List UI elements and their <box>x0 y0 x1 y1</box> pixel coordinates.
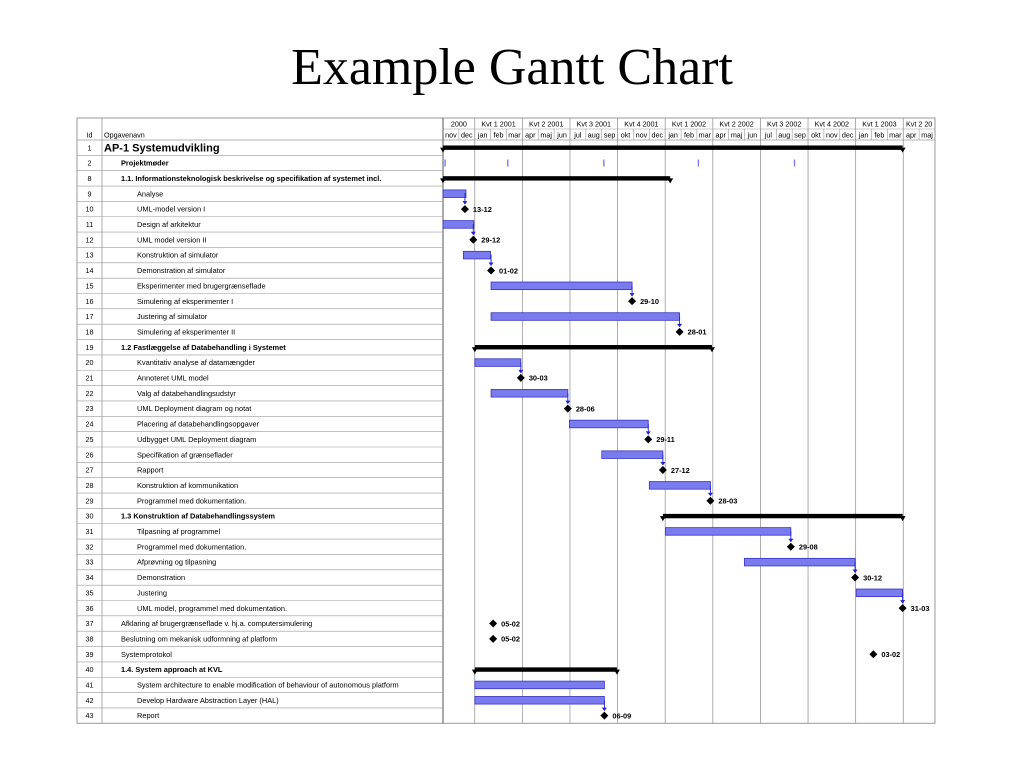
task-id: 42 <box>85 695 94 705</box>
month-label: mar <box>698 130 712 140</box>
task-id: 37 <box>85 619 94 629</box>
task-bar <box>463 251 490 259</box>
task-name: Beslutning om mekanisk udformning af platform <box>121 634 278 644</box>
task-id: 18 <box>85 327 94 337</box>
task-name: UML model version II <box>137 235 207 245</box>
quarter-label: Kvt 2 20 <box>905 119 933 129</box>
quarter-label: Kvt 1 2002 <box>671 119 707 129</box>
task-id: 34 <box>85 573 94 583</box>
task-bar <box>569 420 648 428</box>
task-id: 22 <box>85 388 94 398</box>
task-id: 10 <box>85 204 94 214</box>
task-name: Simulering af eksperimenter II <box>137 327 236 337</box>
month-label: okt <box>620 130 631 140</box>
task-name: System architecture to enable modification of behaviour of autonomous platform <box>137 680 399 690</box>
month-label: mar <box>889 130 902 140</box>
milestone-label: 01-02 <box>499 266 518 276</box>
milestone-label: 29-12 <box>481 235 501 245</box>
milestone-label: 28-03 <box>718 496 738 506</box>
task-name: Demonstration <box>137 573 186 583</box>
milestone-label: 30-03 <box>528 373 548 383</box>
task-name: UML model, programmel med dokumentation. <box>137 603 288 613</box>
month-label: nov <box>826 130 838 140</box>
task-name: UML-model version I <box>137 204 206 214</box>
task-bar <box>649 482 710 490</box>
task-name: Simulering af eksperimenter I <box>137 296 234 306</box>
task-id: 1 <box>87 143 92 153</box>
quarter-label: Kvt 3 2001 <box>576 119 611 129</box>
month-label: nov <box>445 130 457 140</box>
month-label: feb <box>493 130 504 140</box>
month-label: dec <box>841 130 854 140</box>
month-label: feb <box>684 130 694 140</box>
task-name: 1.4. System approach at KVL <box>121 665 223 675</box>
task-name: 1.2 Fastlæggelse af Databehandling i Systemet <box>121 342 286 352</box>
task-bar <box>443 190 466 198</box>
task-name: Udbygget UML Deployment diagram <box>137 434 257 444</box>
task-name: Specifikation af grænseflader <box>137 450 233 460</box>
month-label: jun <box>747 130 758 140</box>
quarter-label: Kvt 2 2002 <box>719 119 754 129</box>
task-id: 35 <box>85 588 94 598</box>
task-name: Demonstration af simulator <box>137 266 226 276</box>
task-bar <box>602 451 663 459</box>
summary-bar <box>475 345 712 349</box>
task-id: 41 <box>85 680 94 690</box>
task-name: Afklaring af brugergrænseflade v. hj.a. computersimulering <box>121 619 313 629</box>
task-bar <box>475 681 605 689</box>
summary-bar <box>443 176 670 180</box>
month-label: dec <box>651 130 664 140</box>
task-name: Valg af databehandlingsudstyr <box>137 388 236 398</box>
month-label: aug <box>587 130 600 140</box>
milestone-label: 05-02 <box>501 619 521 629</box>
month-label: jan <box>668 130 678 140</box>
task-id: 25 <box>85 434 94 444</box>
milestone-label: 27-12 <box>670 465 690 475</box>
page-title: Example Gantt Chart <box>291 39 733 96</box>
task-bar <box>475 359 521 367</box>
month-label: sep <box>794 130 806 140</box>
task-name: Justering af simulator <box>137 312 208 322</box>
task-name: Programmel med dokumentation. <box>137 542 247 552</box>
month-label: apr <box>905 130 917 140</box>
task-name: Tilpasning af programmel <box>137 527 221 537</box>
task-id: 8 <box>87 173 92 183</box>
task-bar <box>491 389 568 397</box>
month-label: apr <box>525 130 536 140</box>
task-name: Konstruktion af simulator <box>137 250 219 260</box>
task-name: Eksperimenter med brugergrænseflade <box>137 281 266 291</box>
month-label: jan <box>858 130 869 140</box>
milestone-label: 28-06 <box>575 404 595 414</box>
month-label: sep <box>603 130 616 140</box>
task-id: 23 <box>85 404 94 414</box>
quarter-label: Kvt 1 2003 <box>862 119 897 129</box>
task-name: AP-1 Systemudvikling <box>104 142 220 155</box>
task-name: Afprøvning og tilpasning <box>137 557 217 567</box>
month-label: apr <box>715 130 726 140</box>
task-id: 29 <box>85 496 94 506</box>
task-id: 17 <box>85 312 94 322</box>
task-id: 33 <box>85 557 94 567</box>
task-bar <box>744 558 855 566</box>
meeting-marker <box>698 160 699 167</box>
task-name: Kvantitativ analyse af datamængder <box>137 358 255 368</box>
task-id: 19 <box>85 342 94 352</box>
id-column-header: Id <box>86 130 93 140</box>
task-name: 1.3 Konstruktion af Databehandlingssystem <box>121 511 276 521</box>
milestone-label: 28-01 <box>687 327 707 337</box>
meeting-marker <box>603 160 604 167</box>
month-label: feb <box>874 130 885 140</box>
task-id: 26 <box>85 450 94 460</box>
task-bar <box>665 528 790 536</box>
task-id: 30 <box>85 511 94 521</box>
task-id: 21 <box>85 373 94 383</box>
task-column-header: Opgavenavn <box>104 130 145 140</box>
quarter-label: 2000 <box>450 119 467 129</box>
meeting-marker <box>507 160 508 167</box>
task-name: Placering af databehandlingsopgaver <box>137 419 260 429</box>
quarter-label: Kvt 2 2001 <box>528 119 564 129</box>
month-label: maj <box>540 130 552 140</box>
milestone-label: 05-02 <box>501 634 521 644</box>
month-label: nov <box>635 130 648 140</box>
task-id: 20 <box>85 358 94 368</box>
task-id: 12 <box>85 235 94 245</box>
month-label: maj <box>921 130 933 140</box>
task-id: 27 <box>85 465 94 475</box>
task-name: Annoteret UML model <box>137 373 209 383</box>
task-bar <box>475 696 605 704</box>
task-id: 24 <box>85 419 94 429</box>
task-id: 31 <box>85 527 94 537</box>
task-id: 39 <box>85 649 94 659</box>
meeting-marker <box>444 160 445 167</box>
quarter-label: Kvt 1 2001 <box>481 119 516 129</box>
task-id: 13 <box>85 250 94 260</box>
milestone-label: 30-12 <box>863 573 882 583</box>
month-label: jun <box>557 130 567 140</box>
task-name: Programmel med dokumentation. <box>137 496 247 506</box>
milestone-label: 31-03 <box>910 603 930 613</box>
quarter-label: Kvt 4 2001 <box>624 119 659 129</box>
summary-bar <box>663 514 903 518</box>
task-name: Analyse <box>137 189 164 199</box>
task-id: 14 <box>85 266 94 276</box>
task-bar <box>491 313 680 321</box>
month-label: jan <box>477 130 488 140</box>
task-name: Projektmøder <box>121 158 169 168</box>
milestone-label: 03-02 <box>881 650 901 660</box>
task-name: Justering <box>137 588 167 598</box>
month-label: maj <box>730 130 743 140</box>
task-bar <box>856 589 902 597</box>
task-id: 28 <box>85 480 94 490</box>
month-label: mar <box>508 130 521 140</box>
task-id: 43 <box>85 711 94 721</box>
task-name: Design af arkitektur <box>137 220 201 230</box>
task-id: 15 <box>85 281 94 291</box>
task-id: 36 <box>85 603 94 613</box>
milestone-label: 29-11 <box>656 435 675 445</box>
milestone-label: 13-12 <box>472 204 492 214</box>
task-id: 11 <box>85 220 94 230</box>
quarter-label: Kvt 3 2002 <box>767 119 802 129</box>
task-id: 38 <box>85 634 94 644</box>
task-name: 1.1. Informationsteknologisk beskrivelse og specifikation af systemet incl. <box>121 173 382 183</box>
summary-bar <box>475 667 617 671</box>
month-label: jul <box>764 130 772 140</box>
milestone-label: 06-09 <box>612 711 632 721</box>
task-name: Develop Hardware Abstraction Layer (HAL) <box>137 695 279 705</box>
task-name: Rapport <box>137 465 164 475</box>
summary-bar <box>443 145 903 149</box>
task-name: Report <box>137 711 160 721</box>
milestone-label: 29-10 <box>640 296 659 306</box>
task-name: Systemprotokol <box>121 649 172 659</box>
task-id: 40 <box>85 665 94 675</box>
month-label: aug <box>778 130 791 140</box>
quarter-label: Kvt 4 2002 <box>814 119 850 129</box>
month-label: dec <box>461 130 473 140</box>
milestone-label: 29-08 <box>798 542 818 552</box>
task-id: 16 <box>85 296 94 306</box>
task-bar <box>491 282 632 290</box>
task-id: 32 <box>85 542 94 552</box>
task-id: 2 <box>87 158 92 168</box>
task-name: Konstruktion af kommunikation <box>137 480 239 490</box>
meeting-marker <box>794 160 795 167</box>
task-name: UML Deployment diagram og notat <box>137 404 252 414</box>
task-id: 9 <box>87 189 92 199</box>
month-label: okt <box>811 130 821 140</box>
task-bar <box>443 221 474 229</box>
month-label: jul <box>574 130 582 140</box>
